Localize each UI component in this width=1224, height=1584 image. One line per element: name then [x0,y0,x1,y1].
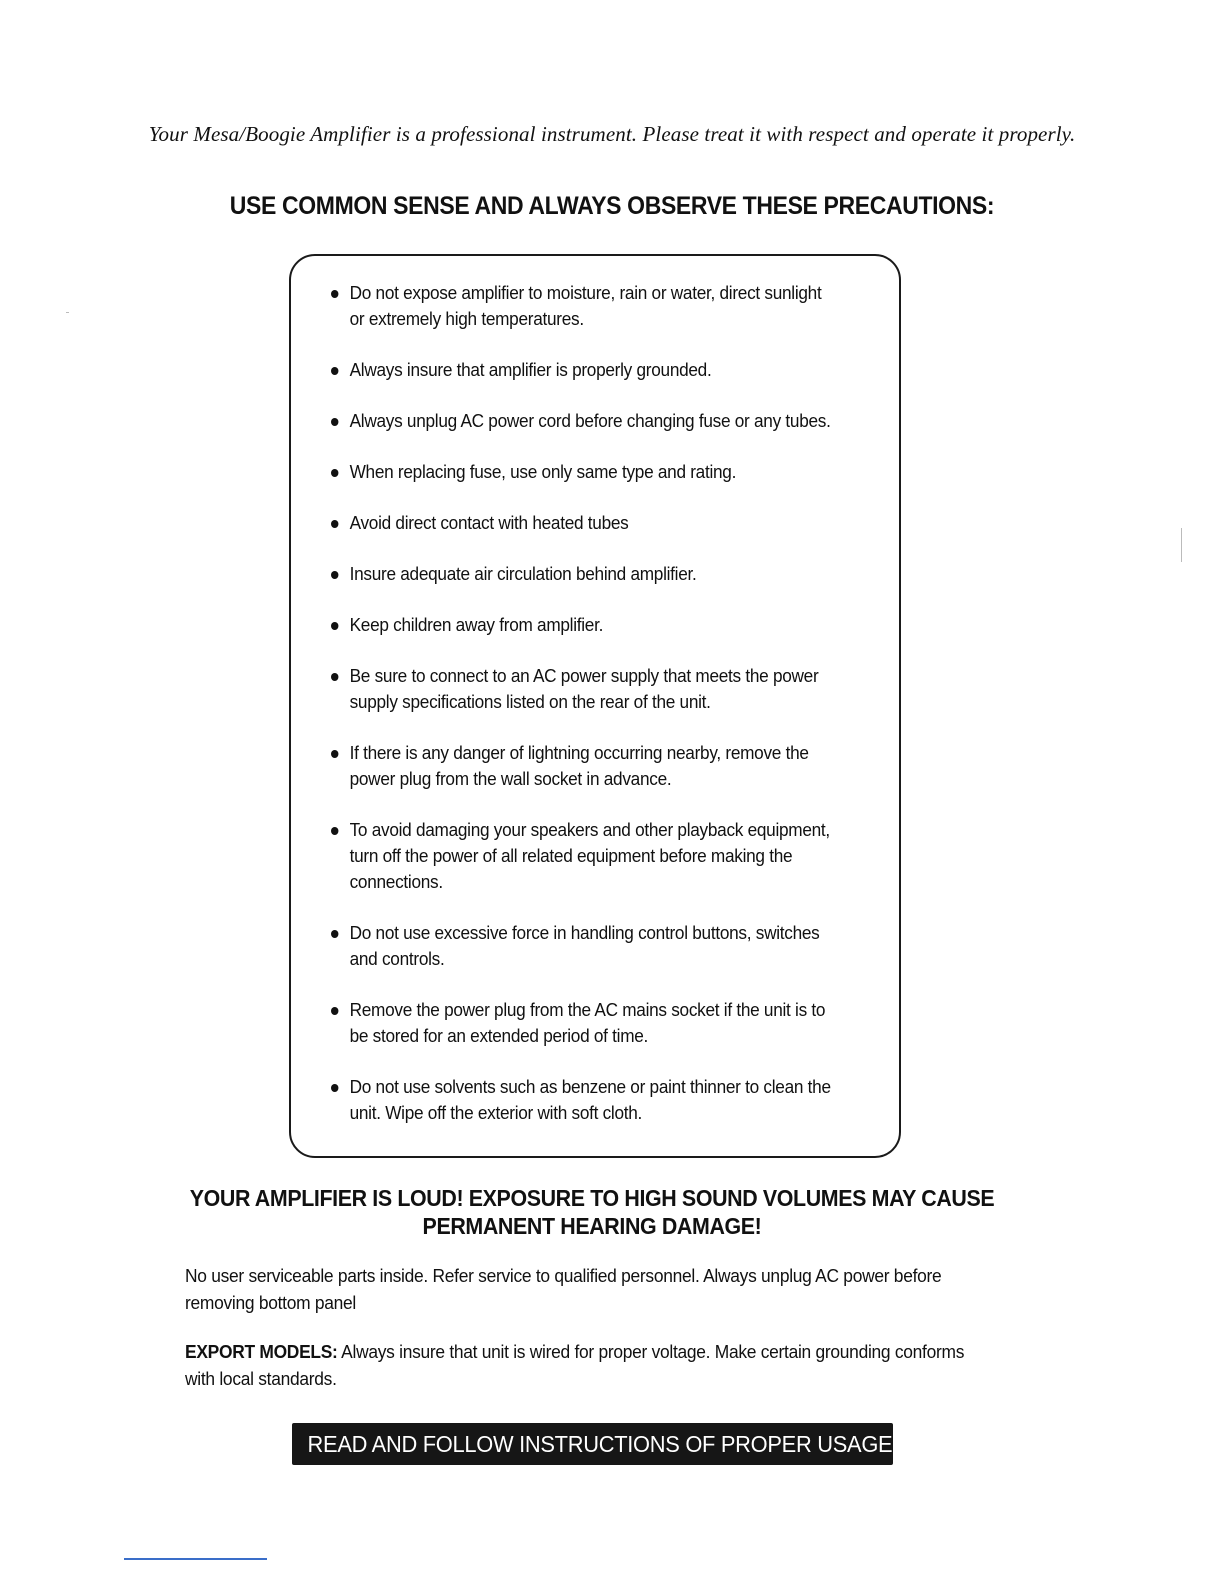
export-text: Always insure that unit is wired for proper voltage. Make certain grounding conforms with local standards. [185,1341,965,1389]
bullet-icon [331,1007,338,1015]
precaution-item [331,740,839,792]
precaution-text: Do not use excessive force in handling control buttons, switches and controls. [349,922,820,969]
precautions-heading: USE COMMON SENSE AND ALWAYS OBSERVE THESE PRECAUTIONS: [229,192,995,220]
precaution-item [331,920,839,972]
precaution-text: If there is any danger of lightning occurring nearby, remove the power plug from the wall socket in advance. [349,742,809,789]
precautions-list [331,280,877,1151]
precaution-item [331,1074,839,1126]
precaution-item [331,280,839,332]
precaution-item [331,459,839,485]
bullet-icon [331,930,338,938]
bullet-icon [331,520,338,528]
service-note: No user serviceable parts inside. Refer service to qualified personnel. Always unplug AC power before removing bottom panel [185,1265,942,1313]
precaution-item [331,357,839,383]
precaution-text: Always unplug AC power cord before changing fuse or any tubes. [349,410,831,431]
export-note [185,1338,965,1392]
bullet-icon [331,367,338,375]
precaution-item [331,663,839,715]
precaution-item [331,817,839,895]
intro-statement: Your Mesa/Boogie Amplifier is a professional instrument. Please treat it with respect and operate it properly. [148,122,1076,146]
usage-banner [292,1423,899,1465]
hearing-warning: YOUR AMPLIFIER IS LOUD! EXPOSURE TO HIGH SOUND VOLUMES MAY CAUSE PERMANENT HEARING DAMAGE! [189,1185,995,1239]
bullet-icon [331,622,338,630]
scan-mark [1181,528,1182,562]
precaution-item [331,408,839,434]
bullet-icon [331,750,338,758]
footnote-rule [124,1558,267,1560]
precaution-text: Remove the power plug from the AC mains socket if the unit is to be stored for an extended period of time. [349,999,826,1046]
usage-banner-text: READ AND FOLLOW INSTRUCTIONS OF PROPER USAGE. [307,1431,899,1457]
precaution-text: To avoid damaging your speakers and other playback equipment, turn off the power of all related equipment before making the connections. [349,819,830,892]
precaution-text: Keep children away from amplifier. [349,614,604,635]
precaution-text: Be sure to connect to an AC power supply that meets the power supply specifications listed on the rear of the unit. [349,665,819,712]
precaution-text: Always insure that amplifier is properly grounded. [349,359,712,380]
precaution-text: Avoid direct contact with heated tubes [349,512,629,533]
precaution-item [331,510,839,536]
bullet-icon [331,418,338,426]
bullet-icon [331,827,338,835]
bullet-icon [331,469,338,477]
precaution-text: Do not expose amplifier to moisture, rain or water, direct sunlight or extremely high temperatures. [349,282,822,329]
bullet-icon [331,290,338,298]
scan-mark [66,312,69,313]
export-label: EXPORT MODELS: [185,1341,338,1362]
precautions-box [289,254,901,1158]
precaution-text: Insure adequate air circulation behind amplifier. [349,563,697,584]
precaution-text: When replacing fuse, use only same type and rating. [349,461,737,482]
precaution-text: Do not use solvents such as benzene or paint thinner to clean the unit. Wipe off the exterior with soft cloth. [349,1076,831,1123]
bullet-icon [331,673,338,681]
precaution-item [331,612,839,638]
precaution-item [331,561,839,587]
bullet-icon [331,1084,338,1092]
precaution-item [331,997,839,1049]
bullet-icon [331,571,338,579]
